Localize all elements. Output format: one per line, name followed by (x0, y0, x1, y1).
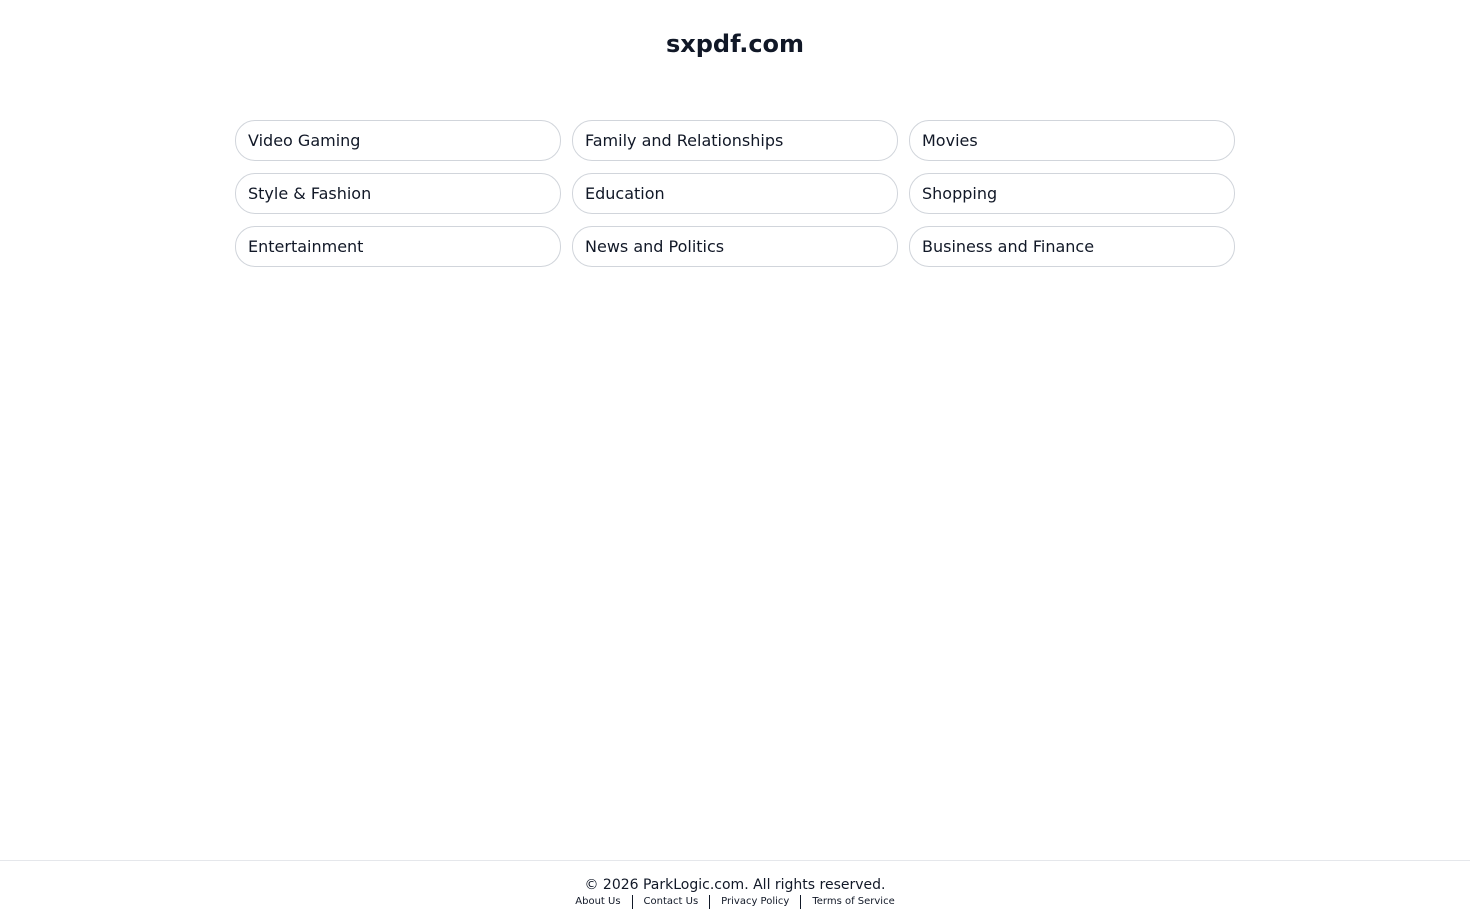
copyright-text: © 2026 ParkLogic.com. All rights reserved. (584, 877, 886, 893)
category-link[interactable]: Family and Relationships (572, 120, 898, 161)
category-link[interactable]: Entertainment (235, 226, 561, 267)
about-us-link[interactable]: About Us (575, 896, 621, 907)
footer (0, 860, 1470, 923)
category-link[interactable]: Business and Finance (909, 226, 1235, 267)
footer-links (0, 895, 1470, 909)
category-link[interactable]: Shopping (909, 173, 1235, 214)
category-link[interactable]: Video Gaming (235, 120, 561, 161)
contact-us-link[interactable]: Contact Us (643, 896, 699, 907)
category-grid (235, 120, 1235, 267)
privacy-policy-link[interactable]: Privacy Policy (721, 896, 790, 907)
category-link[interactable]: Education (572, 173, 898, 214)
site-title: sxpdf.com (665, 30, 805, 58)
category-link[interactable]: Style & Fashion (235, 173, 561, 214)
terms-of-service-link[interactable]: Terms of Service (812, 896, 895, 907)
category-link[interactable]: News and Politics (572, 226, 898, 267)
category-link[interactable]: Movies (909, 120, 1235, 161)
